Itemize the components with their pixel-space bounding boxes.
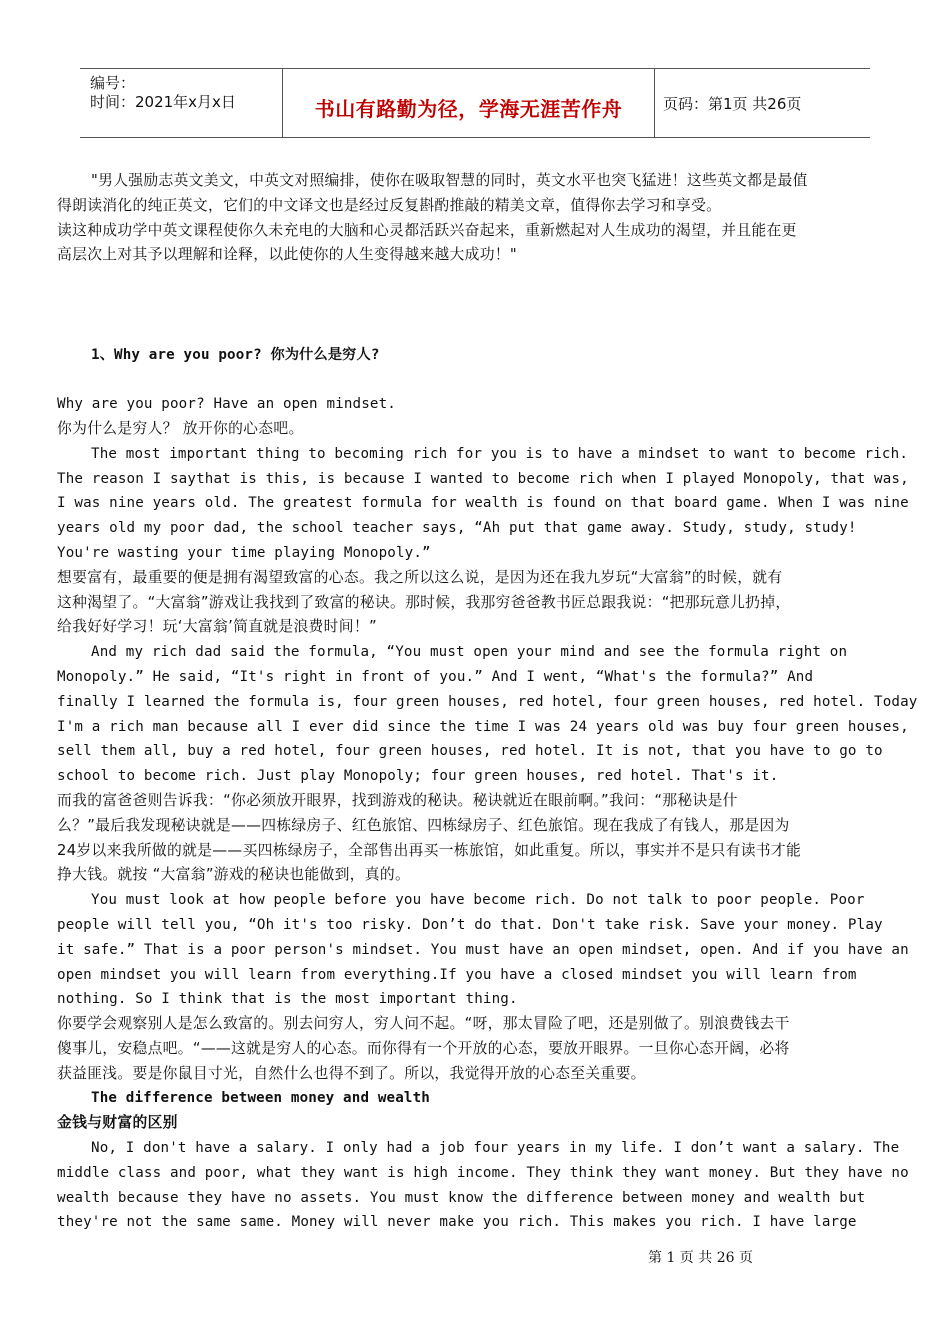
text-line: 1、Why are you poor? 你为什么是穷人? bbox=[91, 346, 380, 363]
text-line: No, I don't have a salary. I only had a job four years in my life. I don’t want a salary. The bbox=[91, 1140, 900, 1157]
header-motto: 书山有路勤为径，学海无涯苦作舟 bbox=[314, 97, 623, 121]
text-line: sell them all, buy a red hotel, four green houses, red hotel. It is not, that you have to go to bbox=[57, 743, 883, 760]
text-line: Monopoly.” He said, “It's right in front of you.” And I went, “What's the formula?” And bbox=[57, 668, 814, 685]
text-line: 想要富有，最重要的便是拥有渴望致富的心态。我之所以这么说，是因为还在我九岁玩“大富翁”的时候，就有 bbox=[57, 568, 783, 586]
text-line: years old my poor dad, the school teacher says, “Ah put that game away. Study, study, study! bbox=[57, 520, 857, 537]
text-line: I was nine years old. The greatest formula for wealth is found on that board game. When I was nine bbox=[57, 495, 909, 512]
header-middle-cell bbox=[283, 69, 655, 137]
blank-line bbox=[57, 293, 893, 318]
text-line: it safe.” That is a poor person's mindset. You must have an open mindset, open. And if you have an bbox=[57, 941, 909, 958]
text-line: I'm a rich man because all I ever did since the time I was 24 years old was buy four green houses, bbox=[57, 718, 909, 735]
text-line: finally I learned the formula is, four green houses, red hotel, four green houses, red hotel. Today bbox=[57, 693, 918, 710]
text-line: 挣大钱。就按 “大富翁”游戏的秘诀也能做到，真的。 bbox=[57, 866, 411, 884]
text-line: 而我的富爸爸则告诉我：“你必须放开眼界，找到游戏的秘诀。秘诀就近在眼前啊。”我问：“那秘诀是什 bbox=[57, 791, 738, 809]
text-line: 给我好好学习！玩‘大富翁’简直就是浪费时间！” bbox=[57, 618, 377, 636]
text-line: You must look at how people before you have become rich. Do not talk to poor people. Poor bbox=[91, 892, 865, 909]
text-line: open mindset you will learn from everything.If you have a closed mindset you will learn from bbox=[57, 966, 857, 983]
text-line: The difference between money and wealth bbox=[91, 1090, 430, 1107]
text-line: 么？”最后我发现秘诀就是——四栋绿房子、红色旅馆、四栋绿房子、红色旅馆。现在我成了有钱人，那是因为 bbox=[57, 816, 790, 834]
text-line: 金钱与财富的区别 bbox=[57, 1114, 178, 1132]
text-line: 得朗读消化的纯正英文，它们的中文译文也是经过反复斟酌推敲的精美文章，值得你去学习和享受。 bbox=[57, 196, 722, 214]
number-label: 编号： bbox=[90, 74, 136, 92]
text-line: "男人强励志英文美文，中英文对照编排，使你在吸取智慧的同时，英文水平也突飞猛进！这些英文都是最值 bbox=[91, 172, 808, 189]
header-right-cell bbox=[655, 69, 870, 137]
text-line: 傻事儿，安稳点吧。“——这就是穷人的心态。而你得有一个开放的心态，要放开眼界。一旦你心态开阔，必将 bbox=[57, 1039, 790, 1057]
text-line: Why are you poor? Have an open mindset. bbox=[57, 396, 396, 413]
text-line: 获益匪浅。要是你鼠目寸光，自然什么也得不到了。所以，我觉得开放的心态至关重要。 bbox=[57, 1064, 646, 1082]
blank-line bbox=[57, 318, 893, 343]
header-page-info: 页码：第1页 共26页 bbox=[663, 95, 802, 113]
text-line: 读这种成功学中英文课程使你久未充电的大脑和心灵都活跃兴奋起来，重新燃起对人生成功的渴望，并且能在更 bbox=[57, 221, 797, 239]
date-label: 时间：2021年x月x日 bbox=[90, 93, 236, 111]
blank-line bbox=[57, 367, 893, 392]
text-line: they're not the same same. Money will never make you rich. This makes you rich. I have large bbox=[57, 1214, 857, 1231]
text-line: 你为什么是穷人？ 放开你的心态吧。 bbox=[57, 419, 304, 437]
text-line: 高层次上对其予以理解和诠释，以此使你的人生变得越来越大成功！" bbox=[57, 246, 518, 264]
text-line: wealth because they have no assets. You must know the difference between money and wealth but bbox=[57, 1189, 866, 1206]
text-line: And my rich dad said the formula, “You must open your mind and see the formula right on bbox=[91, 644, 848, 661]
blank-line bbox=[57, 268, 893, 293]
text-line: people will tell you, “Oh it's too risky. Don’t do that. Don't take risk. Save your money. Play bbox=[57, 916, 883, 933]
page-header bbox=[80, 68, 870, 138]
page-footer: 第 1 页 共 26 页 bbox=[648, 1250, 753, 1266]
text-line: 你要学会观察别人是怎么致富的。别去问穷人，穷人问不起。“呀，那太冒险了吧，还是别做了。别浪费钱去干 bbox=[57, 1015, 790, 1033]
text-line: nothing. So I think that is the most important thing. bbox=[57, 991, 518, 1008]
text-line: middle class and poor, what they want is high income. They think they want money. But they have no bbox=[57, 1164, 909, 1181]
text-line: 这种渴望了。“大富翁”游戏让我找到了致富的秘诀。那时候，我那穷爸爸教书匠总跟我说：“把那玩意儿扔掉， bbox=[57, 593, 791, 611]
text-line: You're wasting your time playing Monopoly.” bbox=[57, 544, 431, 561]
text-line: The reason I saythat is this, is because I wanted to become rich when I played Monopoly, that was, bbox=[57, 470, 909, 487]
text-line: The most important thing to becoming rich for you is to have a mindset to want to become rich. bbox=[91, 445, 909, 462]
text-line: 24岁以来我所做的就是——买四栋绿房子，全部售出再买一栋旅馆，如此重复。所以，事实并不是只有读书才能 bbox=[57, 841, 802, 859]
document-body bbox=[57, 169, 918, 1235]
text-line: school to become rich. Just play Monopoly; four green houses, red hotel. That's it. bbox=[57, 768, 779, 785]
header-left-cell bbox=[80, 69, 283, 137]
